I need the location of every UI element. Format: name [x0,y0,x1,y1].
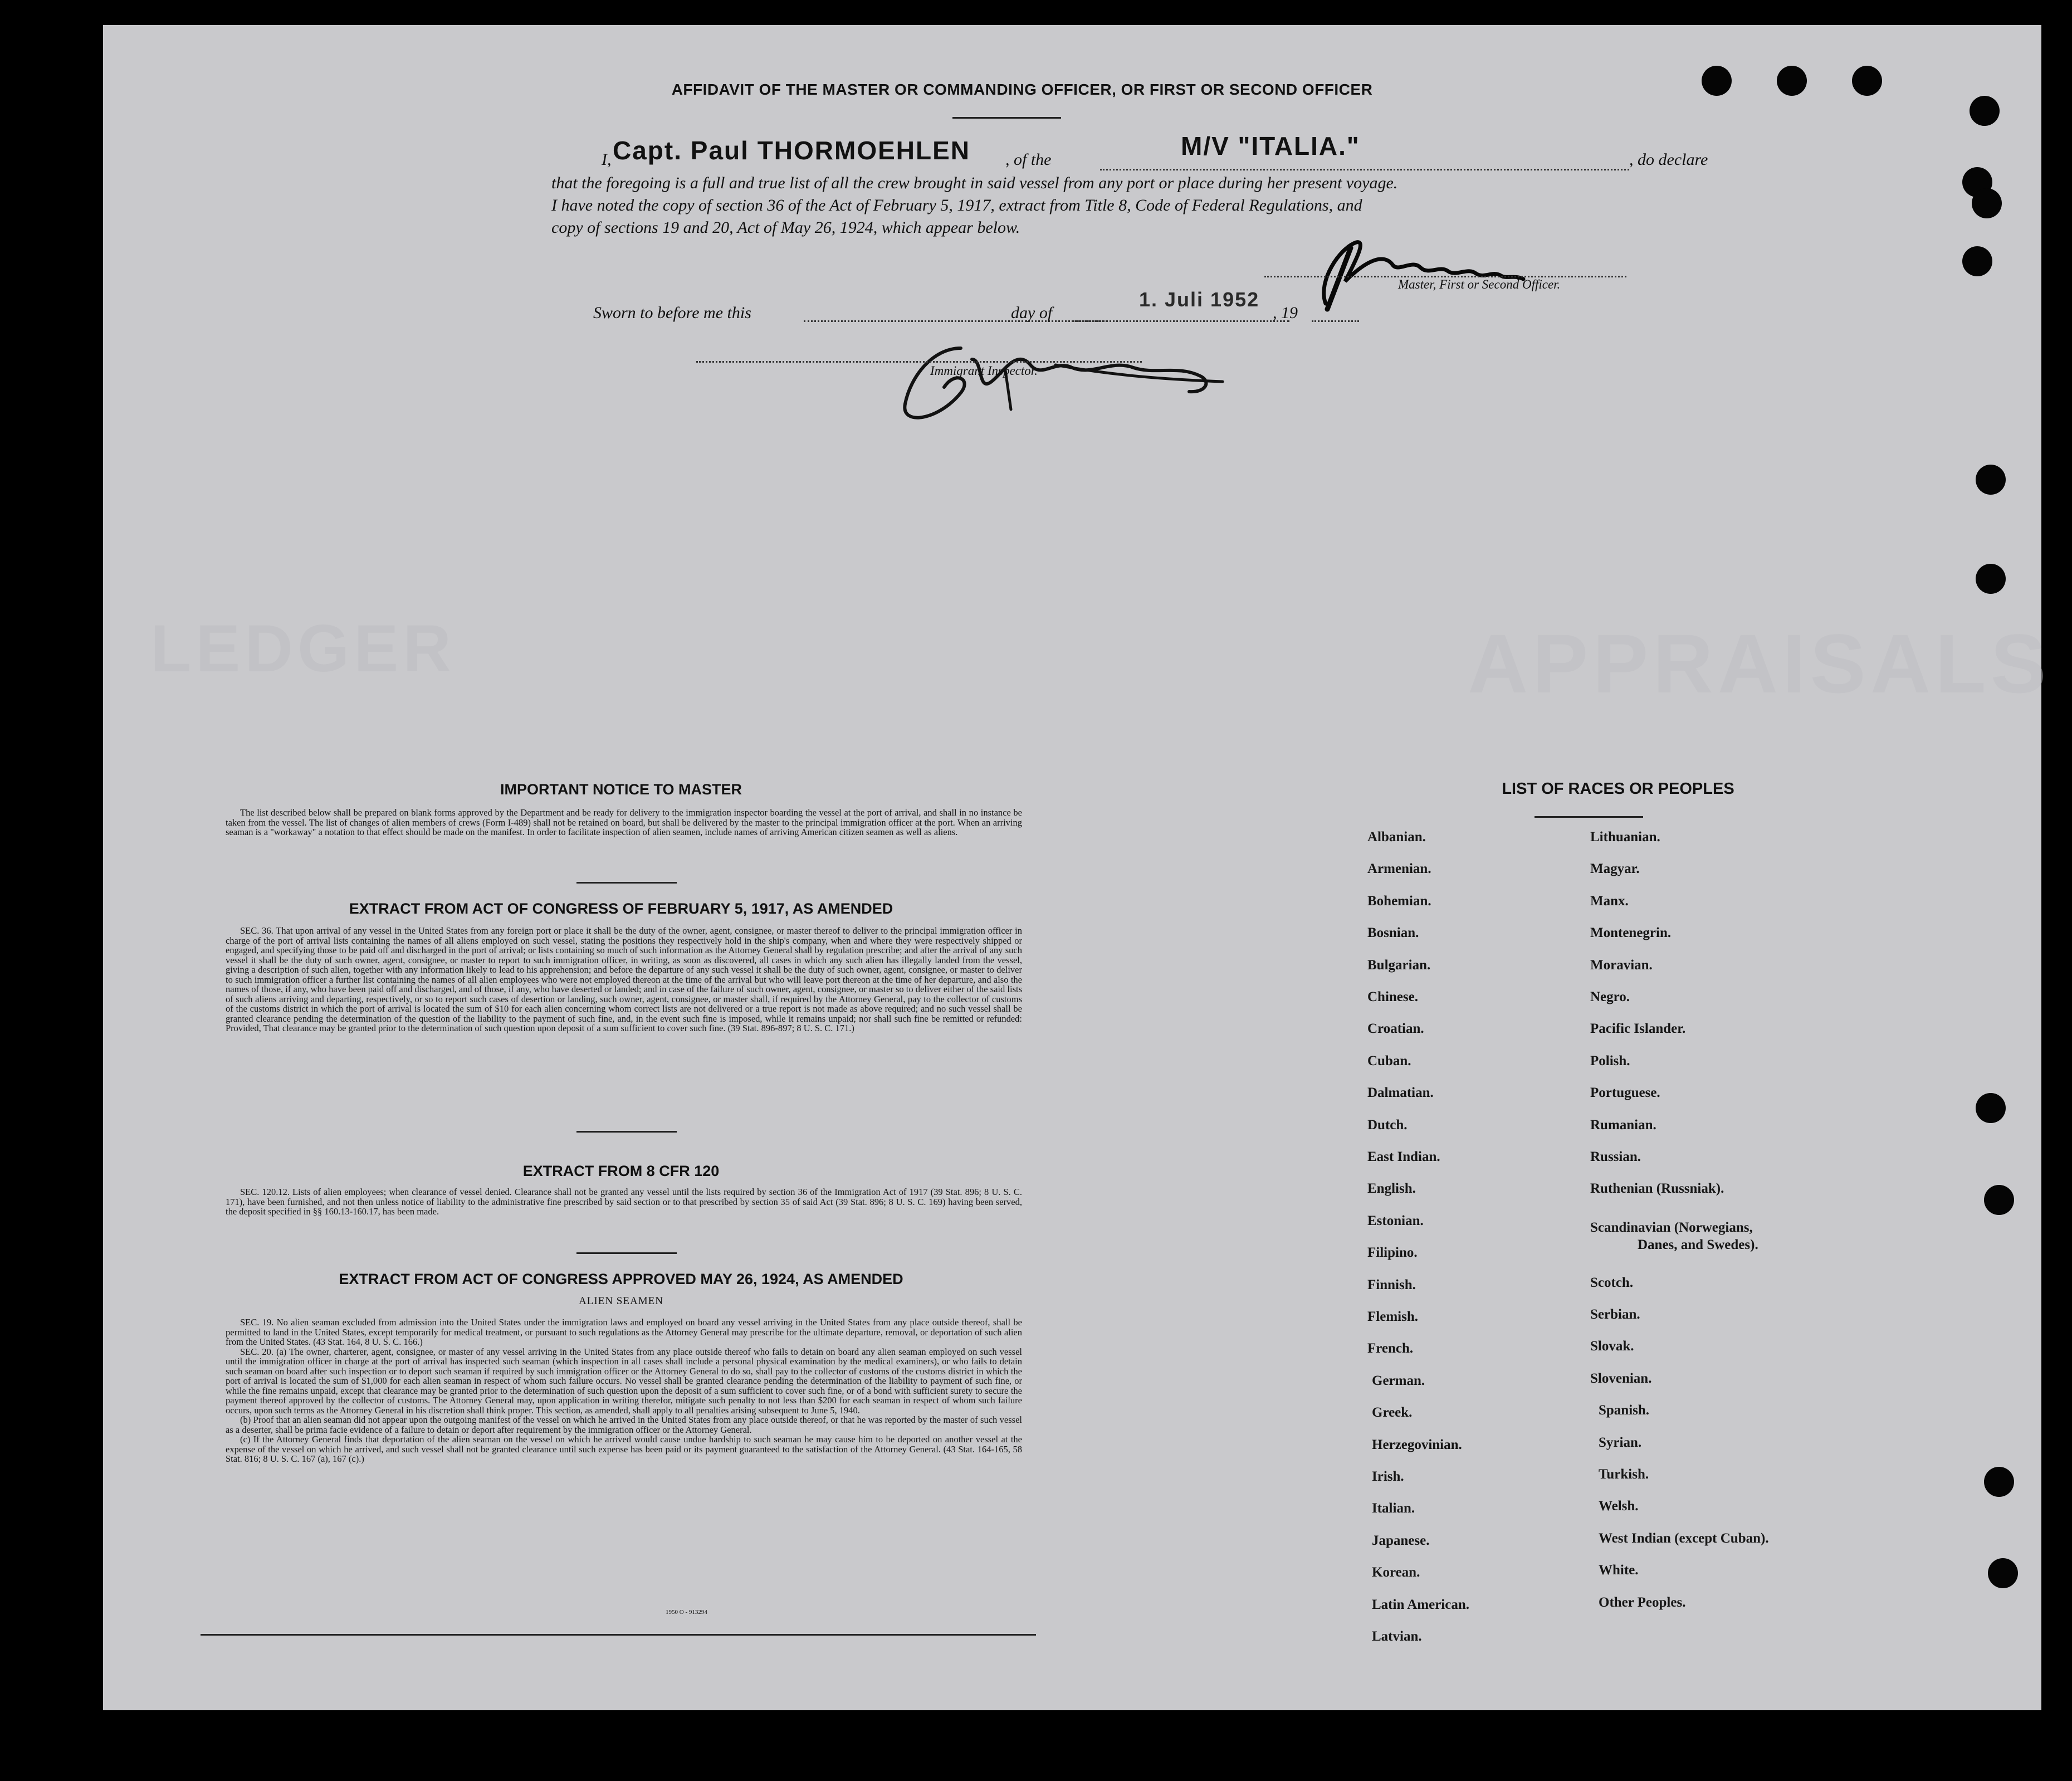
race-item: Estonian. [1367,1213,1424,1228]
race-item: Bohemian. [1367,893,1431,909]
bleed-through-text-left: LEDGER [150,611,456,686]
races-divider [1535,816,1643,818]
notice-title: IMPORTANT NOTICE TO MASTER [500,781,742,798]
race-item: Russian. [1590,1149,1641,1164]
race-item: Chinese. [1367,989,1418,1004]
notice-divider [576,882,677,884]
punch-hole [1970,96,2000,126]
race-item: Portuguese. [1590,1085,1660,1101]
master-caption: Master, First or Second Officer. [1398,277,1561,291]
race-item: East Indian. [1367,1149,1440,1164]
race-item: Dalmatian. [1367,1085,1434,1101]
race-item: Armenian. [1367,861,1431,877]
extract-1924-title: EXTRACT FROM ACT OF CONGRESS APPROVED MAY 26, 1924, AS AMENDED [339,1271,903,1287]
race-item: Magyar. [1590,861,1640,877]
race-item: Finnish. [1367,1277,1416,1292]
race-item: Other Peoples. [1599,1594,1686,1610]
day-of-label: day of [1011,304,1053,322]
extract-cfr-divider [576,1252,677,1254]
date-stamp: 1. Juli 1952 [1139,288,1260,311]
race-item: English. [1367,1181,1416,1197]
sworn-year-line [1312,320,1359,322]
extract-1924-subtitle: ALIEN SEAMEN [579,1295,663,1307]
inspector-signature [888,326,1234,432]
inspector-caption: Immigrant Inspector. [930,364,1038,378]
race-item: French. [1367,1341,1414,1357]
extract-1917-title: EXTRACT FROM ACT OF CONGRESS OF FEBRUARY 5, 1917, AS AMENDED [349,900,893,917]
affidavit-of-the: , of the [1005,150,1052,169]
race-item: Ruthenian (Russniak). [1590,1181,1724,1197]
affidavit-body-line-2: I have noted the copy of section 36 of the Act of February 5, 1917, extract from Title 8, Code of Federal Regulations, and [551,196,1362,214]
print-code: 1950 O - 913294 [666,1609,707,1616]
race-item: Latvian. [1372,1629,1422,1644]
race-item: Montenegrin. [1590,925,1672,941]
bottom-rule [201,1634,1036,1636]
race-item: Italian. [1372,1501,1415,1516]
race-item: Manx. [1590,893,1629,909]
sworn-label: Sworn to before me this [593,304,751,322]
affidavit-body-line-3: copy of sections 19 and 20, Act of May 26, 1924, which appear below. [551,218,1020,237]
affidavit-i-prefix: I, [602,150,612,169]
sec-20b-paragraph: (b) Proof that an alien seaman did not appear upon the outgoing manifest of the vessel on which he arrived in the United States from any place outside thereof, or that he was reported by the master of such vessel as a deserter, shall be prima facie evidence of a failure to detain or deport after requirement by the immigration officer or the Attorney General. [226,1414,1022,1435]
race-item: White. [1599,1563,1639,1578]
race-item: Turkish. [1599,1467,1649,1482]
race-item: Albanian. [1367,829,1426,845]
bleed-through-text-right: APPRAISALS [1468,617,2051,710]
punch-hole [1777,66,1807,96]
punch-hole [1976,1093,2006,1123]
sec-20c-paragraph: (c) If the Attorney General finds that deportation of the alien seaman on the vessel on which he arrived would cause undue hardship to such seaman he may cause him to be deported on another vessel at the expense of the vessel on which he arrived, and such vessel shall not be granted clearance until such expense has been paid or its payment guaranteed to the satisfaction of the Attorney General. (43 Stat. 164-165, 58 Stat. 816; 8 U. S. C. 167 (a), 167 (c).) [226,1434,1022,1464]
race-item: Slovak. [1590,1339,1634,1354]
extract-1917-paragraph: SEC. 36. That upon arrival of any vessel in the United States from any foreign port or place it shall be the duty of the owner, agent, consignee, or master thereof to deliver to the principal immigration officer in charge of the port of arrival lists containing the names of all aliens employed on such vessel, stating the positions they respectively hold in the ship's company, when and where they were respectively shipped or engaged, and specifying those to be paid off and discharged in the port of arrival; or lists containing so much of such information as the Attorney General shall by regulation prescribe; and after the arrival of any such vessel it shall be the duty of such owner, agent, consignee, or master to report to such immigration officer, in writing, as soon as discovered, all cases in which any such alien has illegally landed from the vessel, giving a description of such alien, together with any information likely to lead to his apprehension; and before the departure of any such vessel it shall be the duty of such owner, agent, consignee, or master to deliver to such immigration officer a further list containing the names of all alien employees who were not employed thereon at the time of the arrival but who will leave port thereon at the time of her departure, and also the names of those, if any, who have been paid off and discharged, and of those, if any, who have deserted or landed; and in case of the failure of such owner, agent, consignee, or master so to deliver either of the said lists of such aliens arriving and departing, respectively, or so to report such cases of desertion or landing, such owner, agent, consignee, or master shall, if required by the Attorney General, pay to the collector of customs of the customs district in which the port of arrival is located the sum of $10 for each alien concerning whom correct lists are not delivered or a true report is not made as above required; and no such vessel shall be granted clearance pending the determination of the question of the liability to the payment of such fine, and, in the event such fine is imposed, while it remains unpaid; nor shall such fine be remitted or refunded: Provided, That clearance may be granted prior to the determination of such question upon deposit of a sum sufficient to cover such fine. (39 Stat. 896-897; 8 U. S. C. 171.) [226,925,1022,1033]
race-item: Rumanian. [1590,1117,1656,1133]
sworn-day-line [804,320,1107,322]
vessel-name: M/V "ITALIA." [1181,131,1360,160]
race-item: Bulgarian. [1367,957,1431,973]
year-prefix: , 19 [1273,304,1298,322]
race-item: West Indian (except Cuban). [1599,1530,1769,1546]
sec-20a-paragraph: SEC. 20. (a) The owner, charterer, agent, consignee, or master of any vessel arriving in the United States from any place outside thereof who fails to detain on board any alien seaman employed on such vessel until the immigration officer in charge at the port of arrival has inspected such seaman (which inspection in all cases shall include a personal physical examination by the medical examiners), or who fails to detain such seaman on board after such inspection or to deport such seaman if required by such immigration officer or the Attorney General to do so, shall pay to the collector of customs of the customs district in which the port of arrival is located the sum of $1,000 for each alien seaman in respect of whom such failure occurs. No vessel shall be granted clearance pending the determination of the liability to payment of such fine, or while the fine remains unpaid, except that clearance may be granted prior to the determination of such question upon the deposit of a sum sufficient to cover such fine, or of a bond with sufficient surety to secure the payment thereof approved by the collector of customs. The Attorney General may, upon application in writing therefor, mitigate such penalty to not less than $200 for each seaman in respect of whom such failure occurs, upon such terms as the Attorney General in his discretion shall think proper. This section, as amended, shall apply to all penalties arising subsequent to June 5, 1940. [226,1346,1022,1416]
master-name: Capt. Paul THORMOEHLEN [613,136,971,165]
extract-cfr-title: EXTRACT FROM 8 CFR 120 [522,1163,720,1179]
race-item: Latin American. [1372,1597,1469,1612]
affidavit-body-line-1: that the foregoing is a full and true list of all the crew brought in said vessel from any port or place during her present voyage. [551,174,1398,192]
master-signature [1301,226,1535,315]
race-item: Scandinavian (Norwegians, [1590,1219,1753,1235]
extract-1917-divider [576,1131,677,1133]
race-item: Irish. [1372,1469,1404,1484]
punch-hole [1984,1185,2014,1215]
race-item: Moravian. [1590,957,1653,973]
affidavit-do-declare: , do declare [1629,150,1708,169]
races-title: LIST OF RACES OR PEOPLES [1502,780,1734,798]
race-item: Syrian. [1599,1434,1642,1450]
sworn-month-line [1072,320,1289,322]
title-divider [952,117,1061,119]
punch-hole [1852,66,1882,96]
punch-hole [1962,246,1992,276]
extract-cfr-paragraph: SEC. 120.12. Lists of alien employees; when clearance of vessel denied. Clearance shall not be granted any vessel until the lists required by section 36 of the Immigration Act of 1917 (39 Stat. 896; 8 U. S. C. 171), have been furnished, and not then unless notice of liability to the administrative fine prescribed by said section or to that prescribed by section 35 of said Act (39 Stat. 896; 8 U. S. C. 169) having been served, the deposit specified in §§ 160.13-160.17, has been made. [226,1187,1022,1217]
race-item: Greek. [1372,1405,1413,1421]
race-item: Bosnian. [1367,925,1419,941]
race-item: Slovenian. [1590,1370,1652,1386]
extract-cfr-text-block [226,1187,1022,1217]
punch-hole [1702,66,1732,96]
race-item: Dutch. [1367,1117,1408,1133]
extract-1917-text-block [226,926,1022,1033]
race-item: Pacific Islander. [1590,1021,1686,1037]
race-item: Flemish. [1367,1309,1418,1324]
punch-hole [1988,1558,2018,1588]
punch-hole [1984,1467,2014,1497]
vessel-name-line [1100,169,1629,170]
race-item: Welsh. [1599,1499,1639,1514]
notice-paragraph: The list described below shall be prepared on blank forms approved by the Department and be ready for delivery to the immigration inspector boarding the vessel at the port of arrival, and shall in no instance be taken from the vessel. The list of changes of alien members of crews (Form I-489) shall not be retained on board, but shall be delivered by the master to the principal immigration officer at the port. When an arriving seaman is a "workaway" a notation to that effect should be made on the manifest. In order to facilitate inspection of alien seamen, include names of arriving American citizen seamen as well as aliens. [226,807,1022,837]
race-item: German. [1372,1373,1425,1388]
race-item: Herzegovinian. [1372,1437,1462,1452]
sec-19-paragraph: SEC. 19. No alien seaman excluded from admission into the United States under the immigration laws and employed on board any vessel arriving in the United States from any place outside thereof, shall be permitted to land in the United States, except temporarily for medical treatment, or pursuant to such regulations as the Attorney General may prescribe for the ultimate departure, removal, or deportation of such alien from the United States. (43 Stat. 164, 8 U. S. C. 166.) [226,1317,1022,1347]
document-sheet [103,25,2051,1710]
race-item: Filipino. [1367,1245,1418,1261]
race-item: Croatian. [1367,1021,1424,1037]
race-item: Scotch. [1590,1275,1634,1290]
extract-1924-text-block [226,1318,1022,1464]
race-item: Lithuanian. [1590,829,1660,845]
punch-hole [1976,465,2006,495]
affidavit-title: AFFIDAVIT OF THE MASTER OR COMMANDING OFFICER, OR FIRST OR SECOND OFFICER [671,81,1373,98]
race-item: Serbian. [1590,1307,1640,1322]
race-item: Spanish. [1599,1403,1650,1418]
race-item: Japanese. [1372,1533,1430,1548]
notice-text-block [226,808,1022,837]
race-item: Cuban. [1367,1053,1411,1068]
race-item: Polish. [1590,1053,1630,1068]
punch-hole [1976,564,2006,594]
race-item: Negro. [1590,989,1630,1004]
race-item: Korean. [1372,1565,1420,1580]
punch-hole [1972,188,2002,218]
inspector-signature-line [696,361,1142,363]
race-item: Danes, and Swedes). [1638,1237,1758,1253]
